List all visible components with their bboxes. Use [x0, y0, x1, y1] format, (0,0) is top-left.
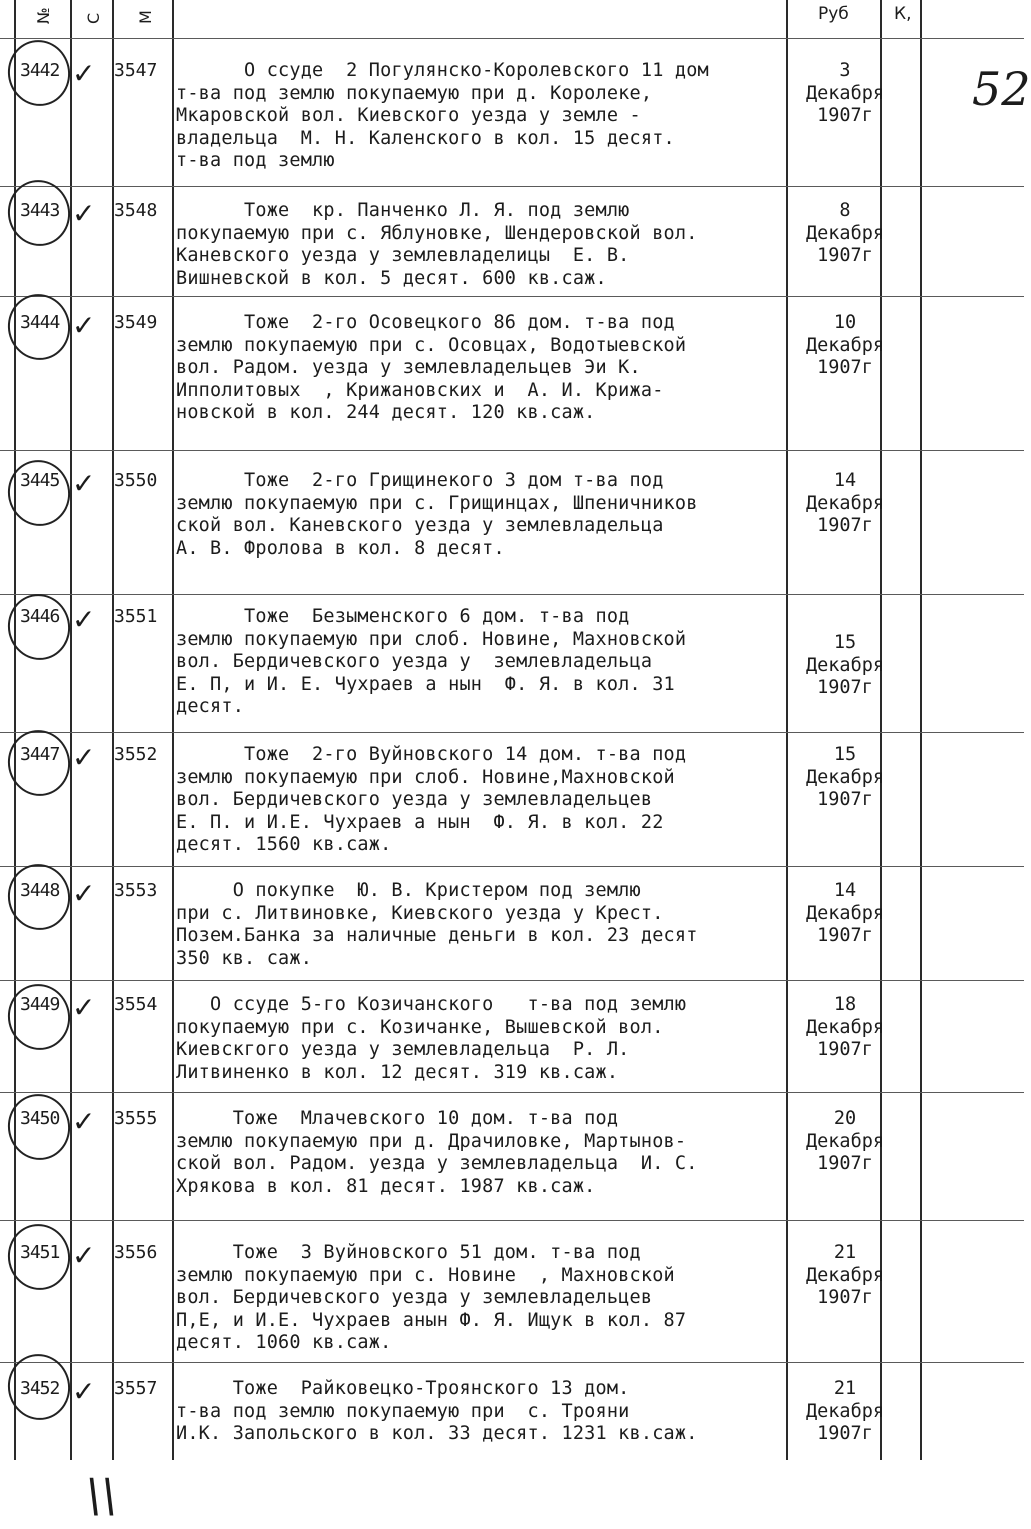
entry-date: 10 Декабря 1907г [806, 312, 884, 379]
entry-register-number: 3556 [114, 1242, 158, 1263]
entry-date: 21 Декабря 1907г [806, 1378, 884, 1445]
header-rule [0, 38, 1024, 39]
header-m: М [136, 10, 155, 24]
row-rule [0, 450, 1024, 451]
entry-register-number: 3554 [114, 994, 158, 1015]
entry-text: Тоже кр. Панченко Л. Я. под землю покупаемую при с. Яблуновке, Шендеровской вол. Каневского уезда у землевладелицы Е. В. Вишневской в кол. 5 десят. 600 кв.саж. [176, 200, 698, 289]
check-mark-icon: ✓ [72, 57, 96, 90]
entry-date: 3 Декабря 1907г [806, 60, 884, 127]
check-mark-icon: ✓ [72, 991, 96, 1024]
entry-register-number: 3557 [114, 1378, 158, 1399]
entry-register-number: 3549 [114, 312, 158, 333]
entry-date: 14 Декабря 1907г [806, 880, 884, 947]
entry-number: 3446 [20, 606, 60, 627]
row-rule [0, 186, 1024, 187]
entry-number: 3451 [20, 1242, 60, 1263]
column-rule [172, 0, 174, 1460]
entry-register-number: 3547 [114, 60, 158, 81]
entry-text: Тоже Млачевского 10 дом. т-ва под землю покупаемую при д. Драчиловке, Мартынов- ской вол. Радом. уезда у землевладельца И. С. Хрякова в кол. 81 десят. 1987 кв.саж. [176, 1108, 698, 1197]
check-mark-icon: ✓ [72, 467, 96, 500]
entry-text: Тоже Райковецко-Троянского 13 дом. т-ва под землю покупаемую при с. Трояни И.К. Запольского в кол. 33 десят. 1231 кв.саж. [176, 1378, 698, 1445]
sheet-number: 52 [972, 62, 1031, 116]
row-rule [0, 594, 1024, 595]
entry-number: 3452 [20, 1378, 60, 1399]
row-rule [0, 980, 1024, 981]
entry-date: 8 Декабря 1907г [806, 200, 884, 267]
row-rule [0, 1220, 1024, 1221]
header-number: № [34, 7, 53, 24]
entry-register-number: 3552 [114, 744, 158, 765]
entry-text: Тоже 2-го Вуйновского 14 дом. т-ва под землю покупаемую при слоб. Новине,Махновской вол. Бердичевского уезда у землевладельцев Е. П. и И.Е. Чухраев а нын Ф. Я. в кол. 22 десят. 1560 кв.саж. [176, 744, 687, 856]
entry-date: 15 Декабря 1907г [806, 744, 884, 811]
check-mark-icon: ✓ [72, 309, 96, 342]
entry-number: 3449 [20, 994, 60, 1015]
entry-text: Тоже Безыменского 6 дом. т-ва под землю покупаемую при слоб. Новине, Махновской вол. Бердичевского уезда у землевладельца Е. П, и И. Е. Чухраев а нын Ф. Я. в кол. 31 десят. [176, 606, 687, 718]
check-mark-icon: ✓ [72, 741, 96, 774]
circle-mark [2, 978, 76, 1055]
entry-number: 3443 [20, 200, 60, 221]
check-mark-icon: ✓ [72, 877, 96, 910]
entry-date: 20 Декабря 1907г [806, 1108, 884, 1175]
row-rule [0, 296, 1024, 297]
entry-text: О ссуде 2 Погулянско-Королевского 11 дом т-ва под землю покупаемую при д. Королеке, Мкаровской вол. Киевского уезда у земле - владельца М. Н. Каленского в кол. 15 десят. т-ва под землю [176, 60, 709, 172]
entry-text: О покупке Ю. В. Кристером под землю при с. Литвиновке, Киевского уезда у Крест. Позем.Банка за наличные деньги в кол. 23 десят 350 кв. саж. [176, 880, 698, 969]
entry-register-number: 3548 [114, 200, 158, 221]
entry-date: 14 Декабря 1907г [806, 470, 884, 537]
entry-number: 3444 [20, 312, 60, 333]
entry-register-number: 3555 [114, 1108, 158, 1129]
column-rule [920, 0, 922, 1460]
entry-register-number: 3553 [114, 880, 158, 901]
entry-text: О ссуде 5-го Козичанского т-ва под землю покупаемую при с. Козичанке, Вышевской вол. Киевскгого уезда у землевладельца Р. Л. Литвиненко в кол. 12 десят. 319 кв.саж. [176, 994, 687, 1083]
header-kop: К, [894, 4, 912, 24]
row-rule [0, 732, 1024, 733]
check-mark-icon: ✓ [72, 1375, 96, 1408]
check-mark-icon: ✓ [72, 197, 96, 230]
check-mark-icon: ✓ [72, 603, 96, 636]
entry-date: 15 Декабря 1907г [806, 632, 884, 699]
entry-number: 3445 [20, 470, 60, 491]
entry-date: 21 Декабря 1907г [806, 1242, 884, 1309]
entry-date: 18 Декабря 1907г [806, 994, 884, 1061]
row-rule [0, 866, 1024, 867]
circle-mark [2, 454, 76, 531]
entry-number: 3450 [20, 1108, 60, 1129]
entry-register-number: 3551 [114, 606, 158, 627]
entry-number: 3447 [20, 744, 60, 765]
entry-text: Тоже 2-го Осовецкого 86 дом. т-ва под землю покупаемую при с. Осовцах, Водотыевской вол. Радом. уезда у землевладельцев Эи К. Ипполитовых , Крижановских и А. И. Крижа- новской в кол. 244 десят. 120 кв.саж. [176, 312, 687, 424]
check-mark-icon: ✓ [72, 1239, 96, 1272]
header-rub: Руб [818, 4, 849, 24]
row-rule [0, 1362, 1024, 1363]
entry-text: Тоже 3 Вуйновского 51 дом. т-ва под землю покупаемую при с. Новине , Махновской вол. Бердичевского уезда у землевладельцев П,Е, и И.Е. Чухраев анын Ф. Я. Ищук в кол. 87 десят. 1060 кв.саж. [176, 1242, 687, 1354]
header-check: С [84, 12, 103, 24]
entry-number: 3448 [20, 880, 60, 901]
circle-mark [2, 588, 76, 665]
row-rule [0, 1092, 1024, 1093]
check-mark-icon: ✓ [72, 1105, 96, 1138]
handwritten-mark: \\ [86, 1468, 117, 1522]
entry-register-number: 3550 [114, 470, 158, 491]
entry-number: 3442 [20, 60, 60, 81]
entry-text: Тоже 2-го Грищинекого 3 дом т-ва под землю покупаемую при с. Грищинцах, Шпеничников ской вол. Каневского уезда у землевладельца А. В. Фролова в кол. 8 десят. [176, 470, 698, 559]
